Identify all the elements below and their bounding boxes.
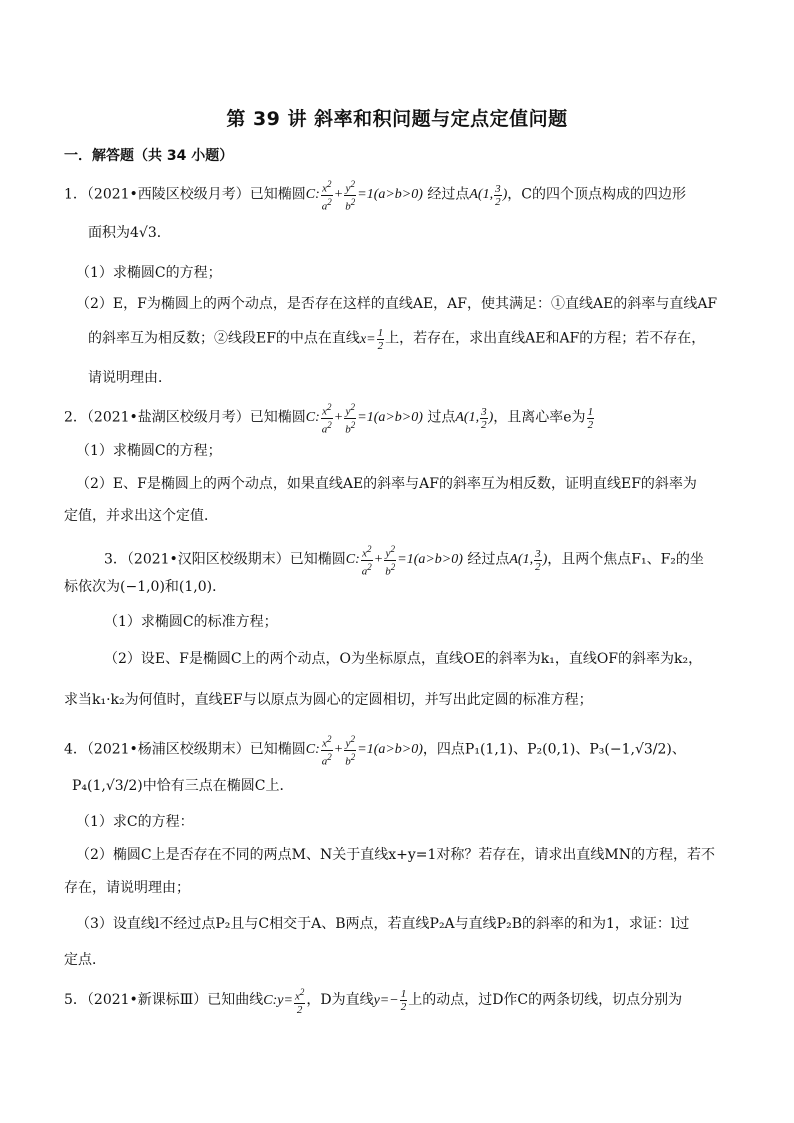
problem-4-q2a: （2）椭圆C上是否存在不同的两点M、N关于直线x+y=1对称？若存在，请求出直线MN的方程，若不: [76, 847, 715, 863]
problem-4-line-2: P₄(1,√3/2)中恰有三点在椭圆C上．: [72, 778, 294, 794]
problem-4-q1: （1）求C的方程：: [76, 814, 194, 830]
problem-3-line-1: 3．（2021•汉阳区校级期末）已知椭圆C: $\frac{x^2}{a^2}$ + $\frac{y^2}{b^2}$ =1(a>b>0) 经过点A(1, $\frac{3}{2}$ )，且两个焦点F₁、F₂的坐: [104, 544, 704, 578]
section-heading: 一．解答题（共 34 小题）: [64, 148, 234, 164]
problem-1-line-2: 面积为4√3．: [88, 225, 171, 241]
problem-3-line-2: 标依次为(−1,0)和(1,0)．: [64, 579, 227, 595]
problem-3-q1: （1）求椭圆C的标准方程；: [104, 614, 278, 630]
problem-2-q2b: 定值，并求出这个定值．: [64, 508, 218, 524]
ellipse-equation: C: $\frac{x^2}{a^2}$ + $\frac{y^2}{b^2}$ =1(a>b>0): [305, 179, 423, 213]
problem-3-q2b: 求当k₁·k₂为何值时，直线EF与以原点为圆心的定圆相切，并写出此定圆的标准方程；: [64, 692, 593, 708]
page-title: 第 39 讲 斜率和积问题与定点定值问题: [226, 108, 568, 130]
problem-4-q2b: 存在，请说明理由；: [64, 880, 190, 896]
problem-4-line-1: 4．（2021•杨浦区校级期末）已知椭圆C: $\frac{x^2}{a^2}$ + $\frac{y^2}{b^2}$ =1(a>b>0)，四点P₁(1,1)、P₂(0,1)、P₃(−1,√3/2)、: [64, 734, 686, 768]
problem-1-q1: （1）求椭圆C的方程；: [76, 265, 222, 281]
problem-2-q1: （1）求椭圆C的方程；: [76, 443, 222, 459]
problem-1-q2a: （2）E，F为椭圆上的两个动点，是否存在这样的直线AE，AF，使其满足：①直线AE的斜率与直线AF: [76, 296, 718, 312]
point-a: A(1, $\frac{3}{2}$ ): [469, 182, 508, 208]
problem-5-line-1: 5．（2021•新课标Ⅲ）已知曲线C:y= $\frac{x^2}{2}$ ，D为直线y=− $\frac{1}{2}$ 上的动点，过D作C的两条切线，切点分别为: [64, 987, 683, 1016]
problem-4-q3a: （3）设直线l不经过点P₂且与C相交于A、B两点，若直线P₂A与直线P₂B的斜率的和为1，求证：l过: [76, 916, 690, 932]
problem-1-q2c: 请说明理由．: [88, 370, 172, 386]
problem-3-q2a: （2）设E、F是椭圆C上的两个动点，O为坐标原点，直线OE的斜率为k₁，直线OF的斜率为k₂，: [104, 651, 703, 667]
problem-4-q3b: 定点．: [64, 952, 106, 968]
problem-2-q2a: （2）E、F是椭圆上的两个动点，如果直线AE的斜率与AF的斜率互为相反数，证明直线EF的斜率为: [76, 476, 697, 492]
problem-1-line-1: 1．（2021•西陵区校级月考）已知椭圆C: $\frac{x^2}{a^2}$ + $\frac{y^2}{b^2}$ =1(a>b>0) 经过点A(1, $\frac{3}{2}$ )，C的四个顶点构成的四边形: [64, 179, 686, 213]
problem-1-q2b: 的斜率互为相反数；②线段EF的中点在直线x= $\frac{1}{2}$ 上，若存在，求出直线AE和AF的方程；若不存在，: [88, 327, 706, 352]
problem-2-line-1: 2．（2021•盐湖区校级月考）已知椭圆C: $\frac{x^2}{a^2}$ + $\frac{y^2}{b^2}$ =1(a>b>0) 过点A(1, $\frac{3}{2}$ )，且离心率e为 $\frac{1}{2}$: [64, 402, 594, 436]
